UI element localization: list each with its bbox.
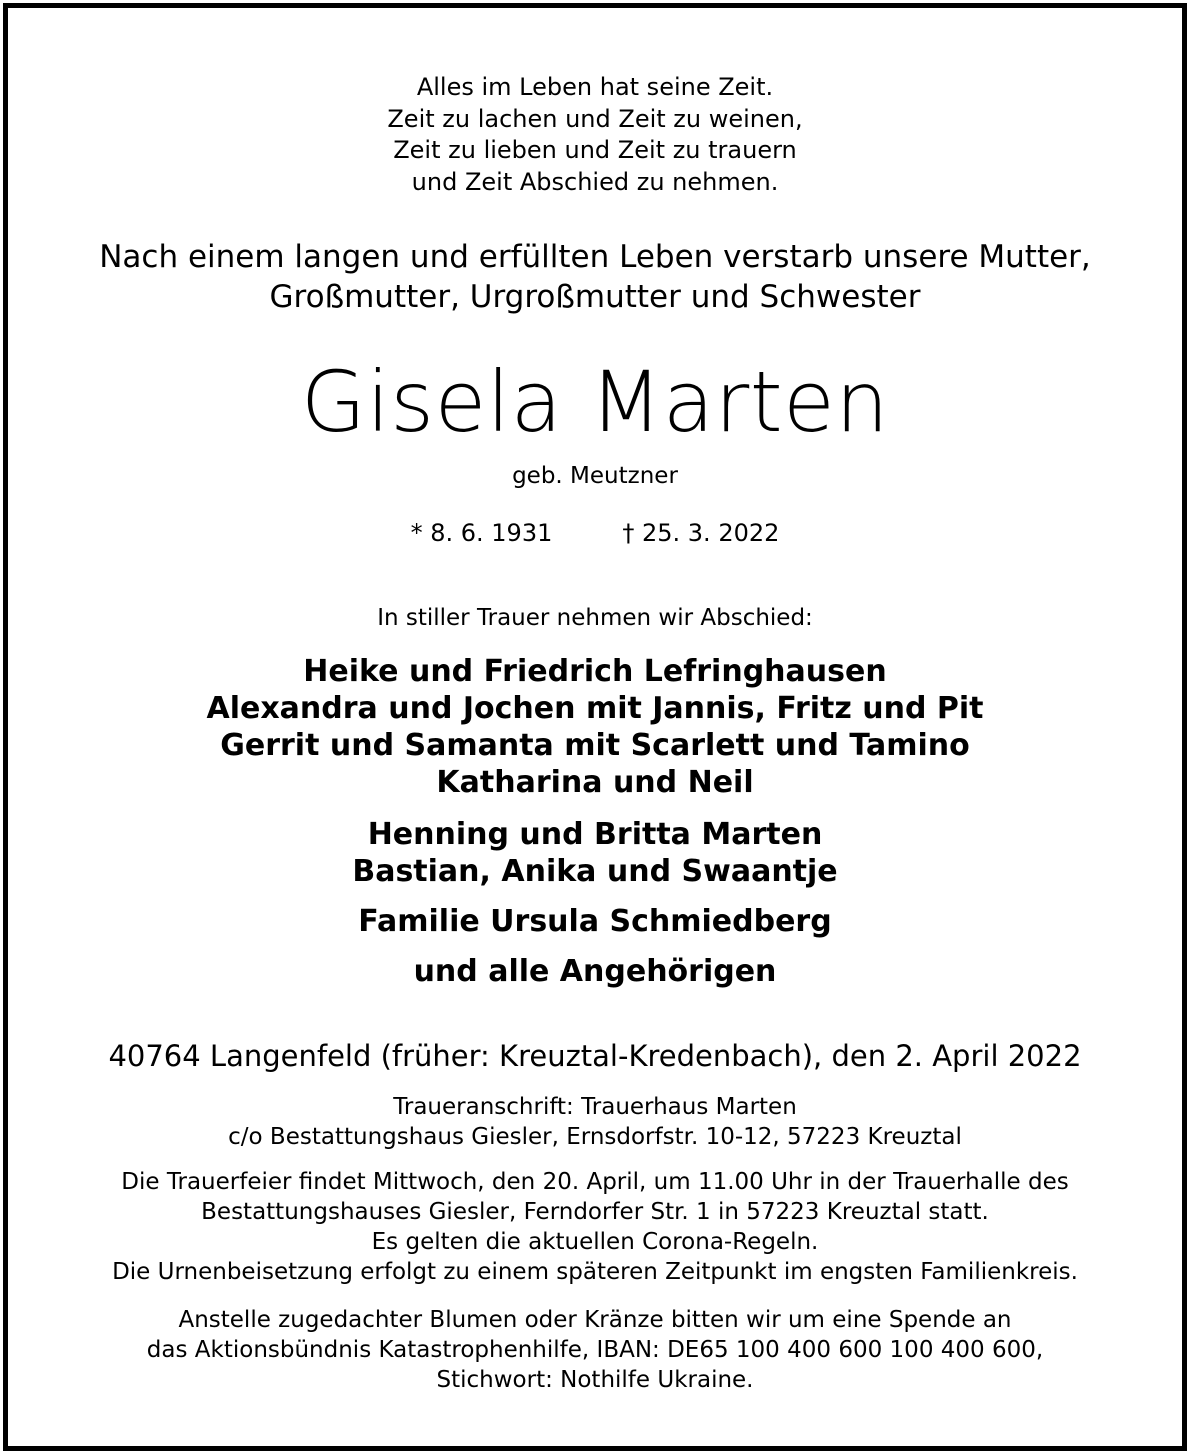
intro-text — [0, 237, 1190, 317]
deceased-name: Gisela Marten — [300, 353, 890, 451]
intro-line: Nach einem langen und erfüllten Leben verstarb unsere Mutter, — [99, 239, 1091, 275]
poem-line: Zeit zu lieben und Zeit zu trauern — [393, 136, 797, 164]
poem-line: Alles im Leben hat seine Zeit. — [416, 73, 774, 101]
family-member-line: Gerrit und Samanta mit Scarlett und Tamino — [220, 728, 970, 763]
mourning-line-block — [0, 603, 1190, 633]
ceremony-line: Die Trauerfeier findet Mittwoch, den 20. April, um 11.00 Uhr in der Trauerhalle des — [121, 1169, 1069, 1195]
family-group-4 — [0, 953, 1190, 990]
poem-line: und Zeit Abschied zu nehmen. — [411, 167, 779, 196]
family-member-line: Alexandra und Jochen mit Jannis, Fritz und Pit — [206, 691, 984, 726]
donation-line: das Aktionsbündnis Katastrophenhilfe, IBAN: DE65 100 400 600 100 400 600, — [146, 1337, 1044, 1363]
life-dates — [0, 518, 1190, 548]
family-member-line: Henning und Britta Marten — [367, 817, 823, 852]
family-member-line: Heike und Friedrich Lefringhausen — [303, 654, 887, 689]
maiden-name-block — [0, 461, 1190, 491]
intro-line: Großmutter, Urgroßmutter und Schwester — [269, 279, 921, 315]
donation-info — [0, 1305, 1190, 1395]
ceremony-info — [0, 1167, 1190, 1287]
family-group-2 — [0, 816, 1190, 890]
ceremony-line: Bestattungshauses Giesler, Ferndorfer Str. 1 in 57223 Kreuztal statt. — [201, 1199, 989, 1225]
poem-line: Zeit zu lachen und Zeit zu weinen, — [387, 104, 803, 133]
donation-line: Stichwort: Nothilfe Ukraine. — [436, 1367, 754, 1393]
family-member-line: Familie Ursula Schmiedberg — [358, 904, 832, 939]
maiden-name: geb. Meutzner — [512, 463, 678, 489]
address-line: Traueranschrift: Trauerhaus Marten — [393, 1094, 797, 1120]
ceremony-line: Die Urnenbeisetzung erfolgt zu einem späteren Zeitpunkt im engsten Familienkreis. — [112, 1259, 1078, 1285]
address-line: c/o Bestattungshaus Giesler, Ernsdorfstr. 10-12, 57223 Kreuztal — [228, 1124, 962, 1150]
birth-date: * 8. 6. 1931 — [410, 519, 553, 547]
place-date-block — [0, 1036, 1190, 1076]
donation-line: Anstelle zugedachter Blumen oder Kränze bitten wir um eine Spende an — [178, 1307, 1012, 1333]
family-group-3 — [0, 903, 1190, 940]
place-date: 40764 Langenfeld (früher: Kreuztal-Kredenbach), den 2. April 2022 — [108, 1039, 1082, 1073]
family-member-line: und alle Angehörigen — [413, 954, 777, 989]
mourning-address — [0, 1092, 1190, 1152]
family-member-line: Bastian, Anika und Swaantje — [352, 854, 838, 889]
family-member-line: Katharina und Neil — [436, 765, 754, 800]
deceased-name-block — [0, 352, 1190, 452]
mourning-line: In stiller Trauer nehmen wir Abschied: — [377, 605, 813, 631]
family-group-1 — [0, 653, 1190, 801]
poem — [0, 72, 1190, 198]
ceremony-line: Es gelten die aktuellen Corona-Regeln. — [371, 1229, 819, 1255]
death-date: † 25. 3. 2022 — [622, 519, 780, 547]
